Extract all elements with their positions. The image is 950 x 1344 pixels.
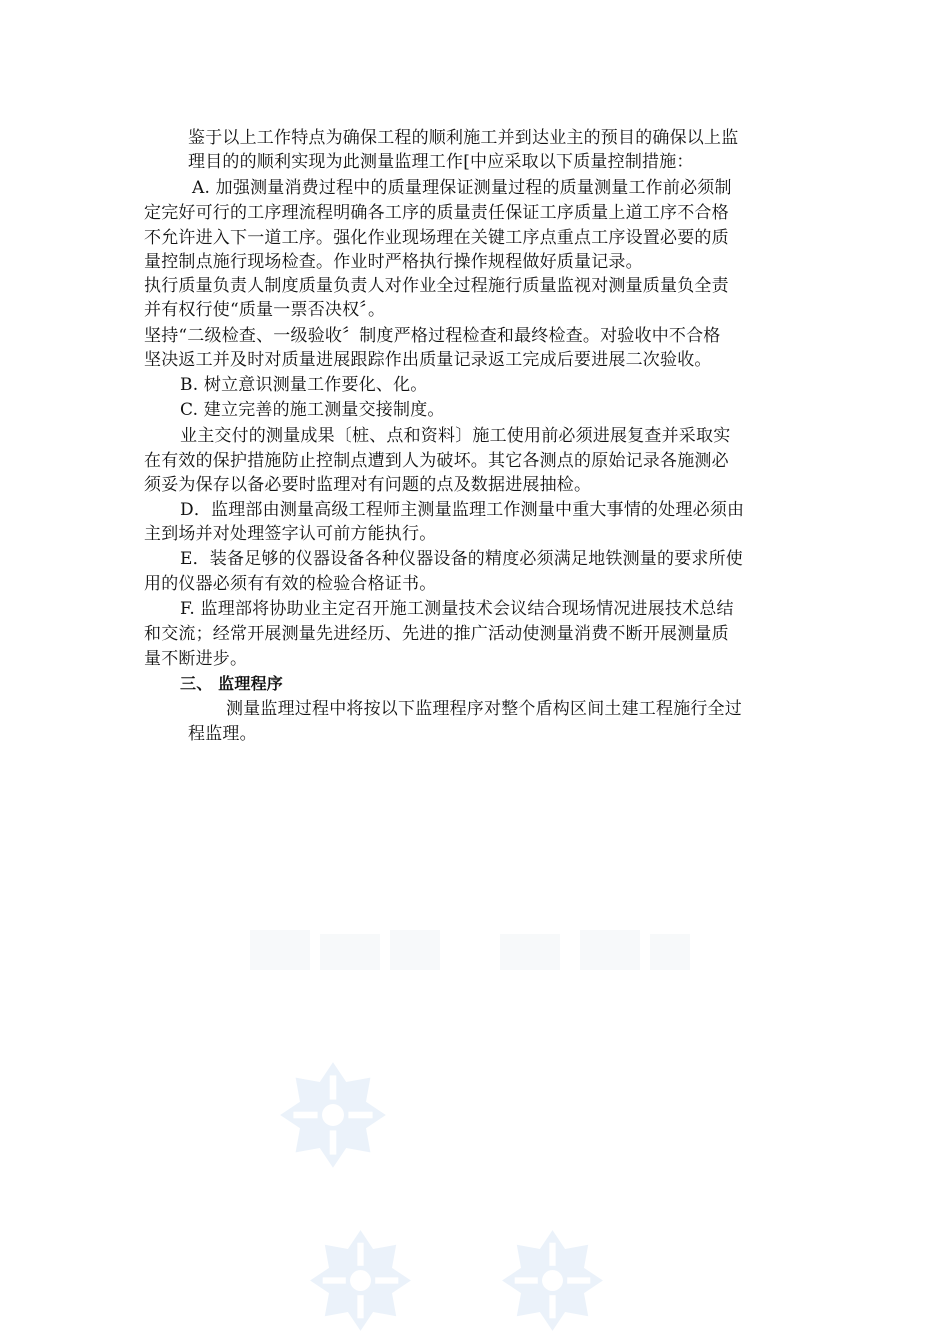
paragraph-line: 并有权行使“质量一票否决权〞。 [144,300,386,320]
paragraph-line: 执行质量负责人制度质量负责人对作业全过程施行质量监视对测量质量负全责 [144,276,729,296]
paragraph-line: 不允许进入下一道工序。强化作业现场理在关键工序点重点工序设置必要的质 [144,228,729,248]
watermark-logo-icon [308,1228,413,1333]
paragraph-line: 主到场并对处理签字认可前方能执行。 [144,524,437,544]
section-heading: 三、 监理程序 [180,674,283,693]
paragraph-line: 用的仪器必须有有效的检验合格证书。 [144,574,437,594]
watermark-logo-icon [278,1060,388,1170]
paragraph-line: 在有效的保护措施防止控制点遭到人为破坏。其它各测点的原始记录各施测必 [144,451,729,471]
paragraph-line: 须妥为保存以备必要时监理对有问题的点及数据进展抽检。 [144,475,592,495]
list-item-b: B. 树立意识测量工作要化、化。 [180,375,428,395]
paragraph-line: 程监理。 [188,724,257,744]
paragraph-line: A. 加强测量消费过程中的质量理保证测量过程的质量测量工作前必须制 [192,178,732,198]
list-item-c: C. 建立完善的施工测量交接制度。 [180,400,445,420]
paragraph-line: 和交流；经常开展测量先进经历、先进的推广活动使测量消费不断开展测量质 [144,624,729,644]
paragraph-line: 理目的的顺利实现为此测量监理工作[中应采取以下质量控制措施： [188,152,694,172]
list-item-d: D．监理部由测量高级工程师主测量监理工作测量中重大事情的处理必须由 [180,500,745,520]
paragraph-line: 坚持“二级检查、一级验收〞制度严格过程检查和最终检查。对验收中不合格 [144,326,721,346]
paragraph-line: 量控制点施行现场检查。作业时严格执行操作规程做好质量记录。 [144,252,643,272]
paragraph-line: 测量监理过程中将按以下监理程序对整个盾构区间土建工程施行全过 [226,699,742,719]
paragraph-line: 量不断进步。 [144,649,248,669]
paragraph-line: 定完好可行的工序理流程明确各工序的质量责任保证工序质量上道工序不合格 [144,203,729,223]
watermark-logo-icon [500,1228,605,1333]
paragraph-line: 坚决返工并及时对质量进展跟踪作出质量记录返工完成后要进展二次验收。 [144,350,712,370]
paragraph-line: 鉴于以上工作特点为确保工程的顺利施工并到达业主的预目的确保以上监 [188,128,739,148]
list-item-f: F. 监理部将协助业主定召开施工测量技术会议结合现场情况进展技术总结 [180,599,734,619]
paragraph-line: 业主交付的测量成果〔桩、点和资料〕施工使用前必须进展复查并采取实 [180,426,731,446]
watermark-text-icon [240,920,700,980]
list-item-e: E．装备足够的仪器设备各种仪器设备的精度必须满足地铁测量的要求所使 [180,549,744,569]
